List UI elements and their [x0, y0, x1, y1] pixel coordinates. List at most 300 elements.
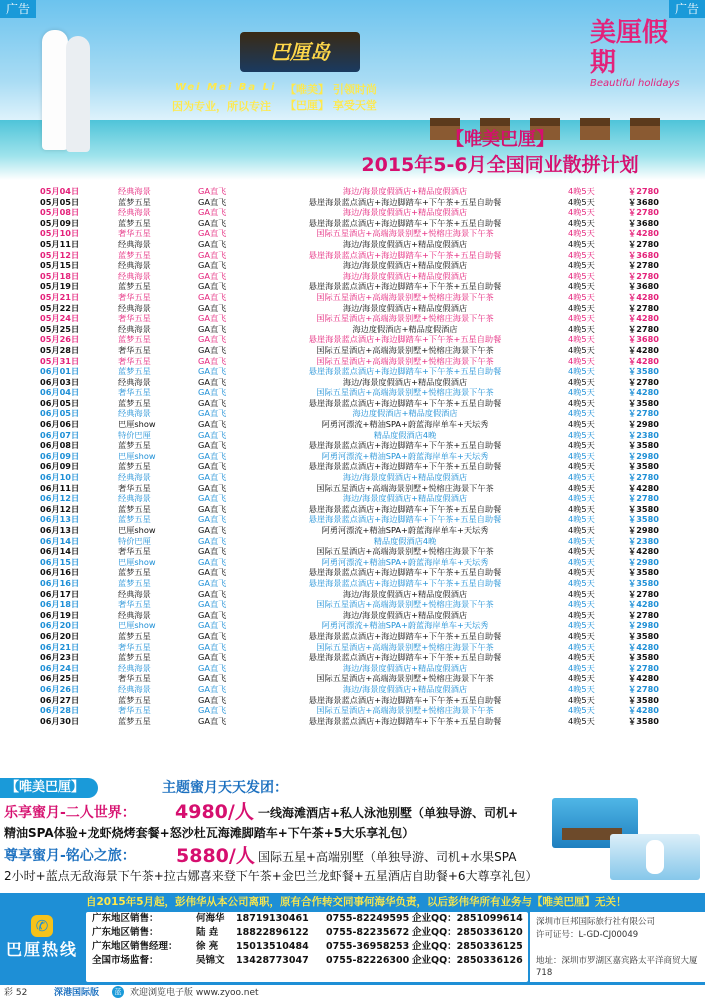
- row-hotel: 悬崖海景蓝点酒店+海边脚踏车+下午茶+五星自助餐: [308, 366, 502, 377]
- row-hotel: 国际五星酒店+高端海景别墅+悦榕庄海景下午茶: [316, 387, 494, 398]
- phone-icon: ✆: [31, 915, 53, 937]
- row-date: 06月19日: [40, 609, 80, 620]
- row-price: ￥4280: [628, 641, 659, 652]
- table-row: [0, 546, 705, 557]
- row-duration: 4晚5天: [568, 535, 595, 546]
- row-price: ￥2980: [628, 450, 659, 461]
- row-hotel: 国际五星酒店+高端海景别墅+悦榕庄海景下午茶: [316, 344, 494, 355]
- table-row: [0, 536, 705, 547]
- row-duration: 4晚5天: [568, 334, 595, 345]
- row-duration: 4晚5天: [568, 291, 595, 302]
- hotline-label: 巴厘热线: [6, 940, 79, 959]
- contact-name: 吴锦文: [196, 955, 225, 966]
- row-price: ￥2780: [628, 260, 659, 271]
- row-hotel: 悬崖海景蓝点酒店+海边脚踏车+下午茶+五星自助餐: [308, 567, 502, 578]
- row-airline: GA直飞: [198, 461, 227, 472]
- row-price: ￥3680: [628, 196, 659, 207]
- table-row: [0, 504, 705, 515]
- row-hotel: 海边/海景度假酒店+精品度假酒店: [342, 662, 468, 673]
- table-row: [0, 218, 705, 229]
- row-date: 06月24日: [40, 662, 80, 673]
- row-category: 蓝梦五星: [118, 281, 151, 292]
- row-date: 05月19日: [40, 281, 80, 292]
- brand-en: Beautiful holidays: [590, 78, 680, 89]
- schedule-table: [0, 186, 705, 726]
- row-price: ￥2780: [628, 238, 659, 249]
- edition-label: 深港国际版: [54, 988, 100, 998]
- contact-role: 广东地区销售经理：: [92, 941, 178, 952]
- row-category: 蓝梦五星: [118, 567, 151, 578]
- row-airline: GA直飞: [198, 673, 227, 684]
- row-airline: GA直飞: [198, 228, 227, 239]
- row-airline: GA直飞: [198, 599, 227, 610]
- ad-label-left: 广告: [0, 0, 36, 18]
- row-price: ￥4280: [628, 387, 659, 398]
- license-number: 许可证号：L-GD-CJ00049: [536, 930, 639, 940]
- row-airline: GA直飞: [198, 355, 227, 366]
- row-airline: GA直飞: [198, 217, 227, 228]
- row-price: ￥2780: [628, 472, 659, 483]
- contact-role: 广东地区销售：: [92, 927, 159, 938]
- package-2-desc-2: 2小时+蓝点无敌海景下午茶+拉古娜喜来登下午茶+金巴兰龙虾餐+五星酒店自助餐+6大尊享礼包）: [4, 869, 538, 883]
- contact-tel: 0755-36958253: [326, 941, 410, 952]
- row-date: 06月08日: [40, 440, 80, 451]
- row-airline: GA直飞: [198, 493, 227, 504]
- row-date: 06月07日: [40, 429, 80, 440]
- table-row: [0, 514, 705, 525]
- row-duration: 4晚5天: [568, 673, 595, 684]
- row-duration: 4晚5天: [568, 482, 595, 493]
- row-duration: 4晚5天: [568, 238, 595, 249]
- table-row: [0, 578, 705, 589]
- table-row: [0, 260, 705, 271]
- row-duration: 4晚5天: [568, 217, 595, 228]
- row-airline: GA直飞: [198, 408, 227, 419]
- row-duration: 4晚5天: [568, 652, 595, 663]
- table-row: [0, 239, 705, 250]
- bride-figure: [42, 30, 68, 150]
- row-category: 奢华五星: [118, 705, 151, 716]
- row-date: 05月21日: [40, 291, 80, 302]
- row-hotel: 悬崖海景蓝点酒店+海边脚踏车+下午茶+五星自助餐: [308, 334, 502, 345]
- row-date: 06月15日: [40, 556, 80, 567]
- contact-section: [0, 893, 705, 985]
- row-price: ￥2780: [628, 302, 659, 313]
- table-row: [0, 599, 705, 610]
- table-row: [0, 493, 705, 504]
- row-category: 奢华五星: [118, 641, 151, 652]
- table-row: [0, 271, 705, 282]
- row-price: ￥2380: [628, 429, 659, 440]
- contact-qq: 企业QQ：2850336120: [412, 927, 523, 938]
- honeymoon-head: 【唯美巴厘】: [0, 778, 98, 798]
- package-1-desc: 一线海滩酒店+私人泳池别墅（单独导游、司机+: [258, 806, 519, 820]
- row-airline: GA直飞: [198, 397, 227, 408]
- row-price: ￥4280: [628, 599, 659, 610]
- table-row: [0, 345, 705, 356]
- row-category: 经典海景: [118, 472, 151, 483]
- honeymoon-section: [0, 778, 705, 893]
- row-price: ￥4280: [628, 673, 659, 684]
- row-hotel: 海边/海景度假酒店+精品度假酒店: [342, 472, 468, 483]
- row-date: 06月20日: [40, 620, 80, 631]
- ad-label-right: 广告: [669, 0, 705, 18]
- table-row: [0, 398, 705, 409]
- table-row: [0, 408, 705, 419]
- row-date: 05月05日: [40, 196, 80, 207]
- row-duration: 4晚5天: [568, 694, 595, 705]
- contact-mobile: 18719130461: [236, 913, 309, 924]
- row-price: ￥2780: [628, 609, 659, 620]
- row-category: 巴厘show: [118, 419, 156, 430]
- row-duration: 4晚5天: [568, 705, 595, 716]
- row-duration: 4晚5天: [568, 588, 595, 599]
- row-duration: 4晚5天: [568, 662, 595, 673]
- table-row: [0, 303, 705, 314]
- row-airline: GA直飞: [198, 472, 227, 483]
- table-row: [0, 334, 705, 345]
- table-row: [0, 387, 705, 398]
- table-row: [0, 461, 705, 472]
- row-hotel: 悬崖海景蓝点酒店+海边脚踏车+下午茶+五星自助餐: [308, 196, 502, 207]
- row-airline: GA直飞: [198, 376, 227, 387]
- row-price: ￥2780: [628, 683, 659, 694]
- row-hotel: 海边/海景度假酒店+精品度假酒店: [342, 260, 468, 271]
- row-date: 05月15日: [40, 260, 80, 271]
- table-row: [0, 557, 705, 568]
- row-date: 06月03日: [40, 376, 80, 387]
- row-hotel: 海边/海景度假酒店+精品度假酒店: [342, 609, 468, 620]
- table-row: [0, 663, 705, 674]
- page-footer: [0, 986, 705, 1000]
- row-price: ￥4280: [628, 291, 659, 302]
- table-row: [0, 366, 705, 377]
- row-airline: GA直飞: [198, 705, 227, 716]
- row-price: ￥4280: [628, 546, 659, 557]
- hotline-box: [6, 915, 78, 981]
- table-row: [0, 377, 705, 388]
- row-date: 06月14日: [40, 546, 80, 557]
- company-address: 地址：深圳市罗湖区嘉宾路太平洋商贸大厦718: [536, 956, 698, 978]
- row-duration: 4晚5天: [568, 376, 595, 387]
- row-date: 06月30日: [40, 715, 80, 726]
- row-hotel: 国际五星酒店+高端海景别墅+悦榕庄海景下午茶: [316, 228, 494, 239]
- row-hotel: 悬崖海景蓝点酒店+海边脚踏车+下午茶+五星自助餐: [308, 249, 502, 260]
- row-category: 奢华五星: [118, 599, 151, 610]
- title-line-2: 2015年5-6月全国同业散拼计划: [361, 154, 639, 176]
- row-hotel: 阿勇河漂流+精油SPA+蔚蓝海岸单车+天坛秀: [321, 556, 489, 567]
- row-price: ￥2780: [628, 270, 659, 281]
- row-category: 经典海景: [118, 323, 151, 334]
- contact-role: 全国市场监督：: [92, 955, 159, 966]
- row-hotel: 精品度假酒店4晚: [373, 535, 437, 546]
- table-row: [0, 451, 705, 462]
- row-category: 奢华五星: [118, 546, 151, 557]
- row-hotel: 海边/海景度假酒店+精品度假酒店: [342, 302, 468, 313]
- row-hotel: 海边/海景度假酒店+精品度假酒店: [342, 186, 468, 196]
- row-hotel: 阿勇河漂流+精油SPA+蔚蓝海岸单车+天坛秀: [321, 525, 489, 535]
- row-price: ￥2980: [628, 620, 659, 631]
- row-date: 05月25日: [40, 323, 80, 334]
- row-category: 经典海景: [118, 302, 151, 313]
- row-price: ￥3580: [628, 514, 659, 525]
- row-date: 05月09日: [40, 217, 80, 228]
- row-date: 06月13日: [40, 514, 80, 525]
- contact-tel: 0755-82235672: [326, 927, 410, 938]
- row-date: 06月16日: [40, 567, 80, 578]
- row-category: 蓝梦五星: [118, 514, 151, 525]
- row-price: ￥2780: [628, 207, 659, 218]
- row-hotel: 悬崖海景蓝点酒店+海边脚踏车+下午茶+五星自助餐: [308, 281, 502, 292]
- row-category: 奢华五星: [118, 228, 151, 239]
- table-row: [0, 186, 705, 197]
- row-airline: GA直飞: [198, 609, 227, 620]
- website-link[interactable]: 欢迎浏览电子版 www.zyoo.net: [130, 988, 259, 998]
- row-date: 06月09日: [40, 461, 80, 472]
- row-date: 06月14日: [40, 535, 80, 546]
- row-price: ￥4280: [628, 344, 659, 355]
- row-airline: GA直飞: [198, 387, 227, 398]
- row-category: 蓝梦五星: [118, 630, 151, 641]
- table-row: [0, 292, 705, 303]
- row-duration: 4晚5天: [568, 514, 595, 525]
- row-category: 特价巴厘: [118, 429, 151, 440]
- row-duration: 4晚5天: [568, 525, 595, 535]
- couple-image: [32, 30, 102, 160]
- row-date: 06月25日: [40, 673, 80, 684]
- row-airline: GA直飞: [198, 419, 227, 430]
- table-row: [0, 716, 705, 727]
- table-row: [0, 430, 705, 441]
- contact-row: [86, 954, 528, 968]
- row-hotel: 国际五星酒店+高端海景别墅+悦榕庄海景下午茶: [316, 641, 494, 652]
- row-category: 奢华五星: [118, 387, 151, 398]
- table-row: [0, 228, 705, 239]
- table-row: [0, 620, 705, 631]
- row-category: 经典海景: [118, 683, 151, 694]
- row-category: 经典海景: [118, 376, 151, 387]
- row-duration: 4晚5天: [568, 546, 595, 557]
- row-price: ￥2380: [628, 535, 659, 546]
- row-hotel: 悬崖海景蓝点酒店+海边脚踏车+下午茶+五星自助餐: [308, 440, 502, 451]
- row-date: 06月04日: [40, 387, 80, 398]
- row-airline: GA直飞: [198, 546, 227, 557]
- row-duration: 4晚5天: [568, 196, 595, 207]
- company-info: [530, 912, 705, 982]
- row-duration: 4晚5天: [568, 715, 595, 726]
- edition-logo-icon: 蓝: [112, 986, 124, 998]
- row-price: ￥3680: [628, 281, 659, 292]
- row-hotel: 国际五星酒店+高端海景别墅+悦榕庄海景下午茶: [316, 291, 494, 302]
- row-category: 蓝梦五星: [118, 694, 151, 705]
- row-hotel: 国际五星酒店+高端海景别墅+悦榕庄海景下午茶: [316, 355, 494, 366]
- row-hotel: 海边/海景度假酒店+精品度假酒店: [342, 493, 468, 504]
- package-1-desc-2: 精油SPA体验+龙虾烧烤套餐+怒沙杜瓦海滩脚踏车+下午茶+5大乐享礼包）: [4, 826, 415, 840]
- row-category: 奢华五星: [118, 482, 151, 493]
- row-price: ￥4280: [628, 313, 659, 324]
- row-hotel: 海边/海景度假酒店+精品度假酒店: [342, 207, 468, 218]
- row-price: ￥3580: [628, 630, 659, 641]
- row-duration: 4晚5天: [568, 397, 595, 408]
- row-duration: 4晚5天: [568, 556, 595, 567]
- row-duration: 4晚5天: [568, 355, 595, 366]
- row-airline: GA直飞: [198, 620, 227, 631]
- row-hotel: 阿勇河漂流+精油SPA+蔚蓝海岸单车+天坛秀: [321, 620, 489, 631]
- contact-mobile: 18822896122: [236, 927, 309, 938]
- package-1-price: 4980/人: [175, 801, 254, 823]
- row-price: ￥2780: [628, 323, 659, 334]
- row-airline: GA直飞: [198, 662, 227, 673]
- row-hotel: 悬崖海景蓝点酒店+海边脚踏车+下午茶+五星自助餐: [308, 217, 502, 228]
- row-hotel: 悬崖海景蓝点酒店+海边脚踏车+下午茶+五星自助餐: [308, 577, 502, 588]
- table-row: [0, 472, 705, 483]
- table-row: [0, 652, 705, 663]
- row-category: 蓝梦五星: [118, 503, 151, 514]
- row-hotel: 国际五星酒店+高端海景别墅+悦榕庄海景下午茶: [316, 705, 494, 716]
- row-price: ￥2980: [628, 419, 659, 430]
- contact-row: [86, 926, 528, 940]
- table-row: [0, 589, 705, 600]
- slogan-lines: [285, 82, 377, 114]
- row-hotel: 海边度假酒店+精品度假酒店: [352, 323, 458, 334]
- row-hotel: 海边/海景度假酒店+精品度假酒店: [342, 683, 468, 694]
- contact-qq: 企业QQ：2850336126: [412, 955, 523, 966]
- row-category: 经典海景: [118, 609, 151, 620]
- row-airline: GA直飞: [198, 630, 227, 641]
- row-category: 经典海景: [118, 260, 151, 271]
- bali-logo: 巴厘岛: [240, 32, 360, 72]
- row-hotel: 海边/海景度假酒店+精品度假酒店: [342, 238, 468, 249]
- table-row: [0, 695, 705, 706]
- row-date: 05月28日: [40, 344, 80, 355]
- brand-cn: 美厘假期: [590, 18, 669, 78]
- row-duration: 4晚5天: [568, 419, 595, 430]
- row-category: 蓝梦五星: [118, 249, 151, 260]
- row-airline: GA直飞: [198, 715, 227, 726]
- row-hotel: 国际五星酒店+高端海景别墅+悦榕庄海景下午茶: [316, 546, 494, 557]
- contact-tel: 0755-82249595: [326, 913, 410, 924]
- row-price: ￥3580: [628, 461, 659, 472]
- row-airline: GA直飞: [198, 450, 227, 461]
- row-date: 05月18日: [40, 270, 80, 281]
- row-category: 奢华五星: [118, 313, 151, 324]
- row-date: 06月01日: [40, 366, 80, 377]
- row-price: ￥3580: [628, 652, 659, 663]
- row-duration: 4晚5天: [568, 450, 595, 461]
- package-2-desc: 国际五星+高端别墅（单独导游、司机+水果SPA: [258, 850, 517, 864]
- row-duration: 4晚5天: [568, 249, 595, 260]
- row-duration: 4晚5天: [568, 408, 595, 419]
- table-row: [0, 610, 705, 621]
- row-date: 06月05日: [40, 397, 80, 408]
- row-price: ￥3680: [628, 217, 659, 228]
- row-price: ￥4280: [628, 705, 659, 716]
- slogan-line-2: 【巴厘】 享受天堂: [285, 99, 377, 112]
- row-airline: GA直飞: [198, 270, 227, 281]
- row-category: 蓝梦五星: [118, 397, 151, 408]
- row-duration: 4晚5天: [568, 313, 595, 324]
- row-hotel: 国际五星酒店+高端海景别墅+悦榕庄海景下午茶: [316, 599, 494, 610]
- contact-name: 陆 垚: [196, 927, 219, 938]
- table-row: [0, 567, 705, 578]
- row-airline: GA直飞: [198, 366, 227, 377]
- row-duration: 4晚5天: [568, 461, 595, 472]
- row-category: 蓝梦五星: [118, 196, 151, 207]
- row-duration: 4晚5天: [568, 366, 595, 377]
- table-row: [0, 631, 705, 642]
- row-hotel: 悬崖海景蓝点酒店+海边脚踏车+下午茶+五星自助餐: [308, 715, 502, 726]
- contact-row: [86, 912, 528, 926]
- row-duration: 4晚5天: [568, 641, 595, 652]
- row-price: ￥3580: [628, 567, 659, 578]
- row-category: 经典海景: [118, 207, 151, 218]
- company-name: 深圳市巨邦国际旅行社有限公司: [536, 917, 656, 927]
- table-row: [0, 207, 705, 218]
- row-duration: 4晚5天: [568, 207, 595, 218]
- page-title: [300, 128, 700, 178]
- table-row: [0, 705, 705, 716]
- slogan-cn: 因为专业，所以专注: [172, 100, 271, 113]
- row-airline: GA直飞: [198, 186, 227, 196]
- contact-qq: 企业QQ：2850336125: [412, 941, 523, 952]
- contact-mobile: 15013510484: [236, 941, 309, 952]
- row-date: 05月11日: [40, 238, 80, 249]
- row-airline: GA直飞: [198, 334, 227, 345]
- row-duration: 4晚5天: [568, 260, 595, 271]
- row-date: 06月12日: [40, 493, 80, 504]
- row-price: ￥3580: [628, 366, 659, 377]
- row-category: 巴厘show: [118, 450, 156, 461]
- row-hotel: 海边/海景度假酒店+精品度假酒店: [342, 270, 468, 281]
- row-price: ￥4280: [628, 482, 659, 493]
- row-category: 经典海景: [118, 588, 151, 599]
- table-row: [0, 419, 705, 430]
- table-row: [0, 483, 705, 494]
- row-date: 05月31日: [40, 355, 80, 366]
- table-row: [0, 673, 705, 684]
- row-hotel: 国际五星酒店+高端海景别墅+悦榕庄海景下午茶: [316, 482, 494, 493]
- row-airline: GA直飞: [198, 313, 227, 324]
- row-date: 06月11日: [40, 482, 80, 493]
- row-airline: GA直飞: [198, 652, 227, 663]
- row-date: 06月21日: [40, 641, 80, 652]
- row-price: ￥3680: [628, 249, 659, 260]
- row-airline: GA直飞: [198, 207, 227, 218]
- row-price: ￥2980: [628, 556, 659, 567]
- row-date: 05月04日: [40, 186, 80, 196]
- row-price: ￥4280: [628, 355, 659, 366]
- row-date: 06月12日: [40, 503, 80, 514]
- row-airline: GA直飞: [198, 694, 227, 705]
- contact-role: 广东地区销售：: [92, 913, 159, 924]
- row-hotel: 精品度假酒店4晚: [373, 429, 437, 440]
- contact-name: 何海华: [196, 913, 225, 924]
- row-date: 06月16日: [40, 577, 80, 588]
- table-row: [0, 281, 705, 292]
- row-hotel: 海边/海景度假酒店+精品度假酒店: [342, 376, 468, 387]
- package-1-title: 乐享蜜月-二人世界：: [4, 805, 136, 821]
- row-hotel: 阿勇河漂流+精油SPA+蔚蓝海岸单车+天坛秀: [321, 419, 489, 430]
- row-hotel: 悬崖海景蓝点酒店+海边脚踏车+下午茶+五星自助餐: [308, 694, 502, 705]
- row-date: 06月06日: [40, 419, 80, 430]
- row-duration: 4晚5天: [568, 567, 595, 578]
- row-hotel: 阿勇河漂流+精油SPA+蔚蓝海岸单车+天坛秀: [321, 450, 489, 461]
- row-category: 经典海景: [118, 493, 151, 504]
- row-category: 经典海景: [118, 662, 151, 673]
- row-price: ￥2780: [628, 662, 659, 673]
- row-airline: GA直飞: [198, 291, 227, 302]
- row-duration: 4晚5天: [568, 620, 595, 631]
